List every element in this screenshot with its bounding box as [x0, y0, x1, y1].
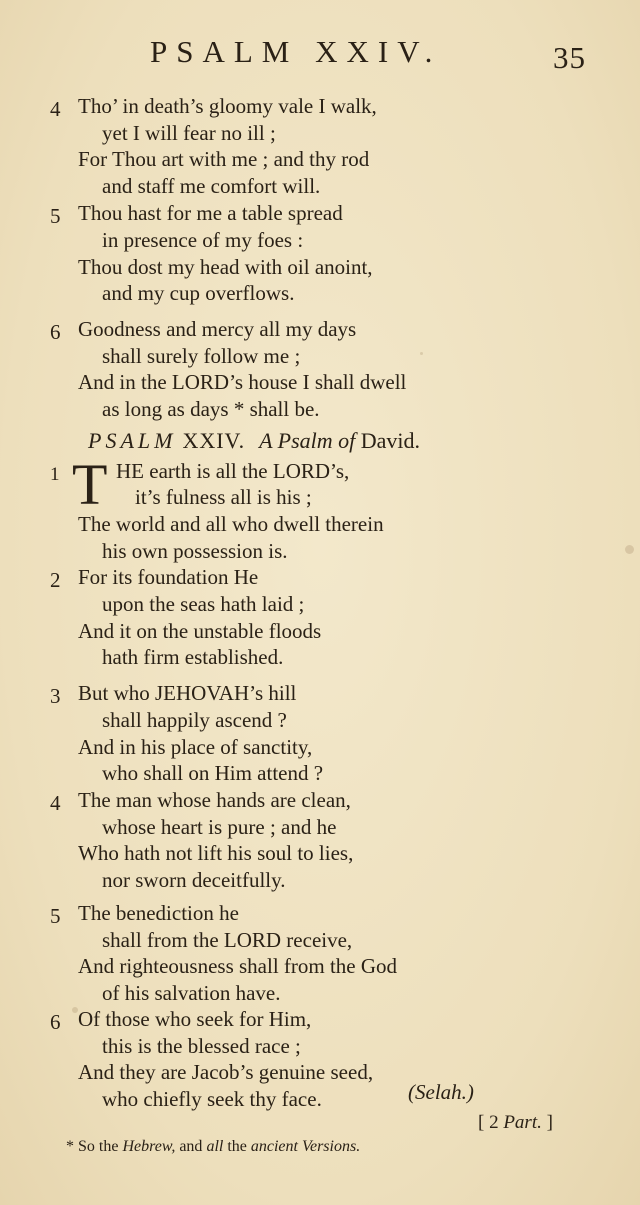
verse-line: But who JEHOVAH’s hill	[78, 681, 297, 705]
footnote	[66, 1138, 360, 1156]
verse-number: 1	[50, 464, 60, 485]
verse-line: of his salvation have.	[102, 981, 281, 1005]
verse-line: Tho’ in death’s gloomy vale I walk,	[78, 94, 377, 118]
verse-line: it’s fulness all is his ;	[135, 485, 312, 509]
verse-line: The benediction he	[78, 901, 239, 925]
running-title: PSALM XXIV.	[150, 34, 442, 69]
paper-stain	[420, 352, 423, 355]
drop-cap: T	[72, 452, 108, 517]
verse-line: And righteousness shall from the God	[78, 954, 398, 978]
verse-line: Thou dost my head with oil anoint,	[78, 255, 373, 279]
verse-line: For Thou art with me ; and thy rod	[78, 147, 370, 171]
verse-line: And in his place of sanctity,	[78, 735, 313, 759]
verse-line: who shall on Him attend ?	[102, 761, 324, 785]
verse-line: as long as days * shall be.	[102, 397, 320, 421]
verse-line: shall surely follow me ;	[102, 344, 301, 368]
catchword-text: Part.	[503, 1112, 542, 1133]
verse-line: And they are Jacob’s genuine seed,	[78, 1060, 374, 1084]
catchword-open-bracket: [	[478, 1112, 485, 1133]
verse-number: 6	[50, 1010, 61, 1034]
verse-line: whose heart is pure ; and he	[102, 815, 337, 839]
verse-line: Who hath not lift his soul to lies,	[78, 841, 354, 865]
verse-line: The world and all who dwell therein	[78, 512, 384, 536]
catchword-close-bracket: ]	[546, 1112, 553, 1133]
verse-line: Goodness and mercy all my days	[78, 317, 357, 341]
verse-number: 6	[50, 320, 61, 344]
verse-line: Of those who seek for Him,	[78, 1007, 312, 1031]
psalm-heading	[88, 428, 420, 454]
paper-stain	[625, 545, 634, 554]
verse-line: Thou hast for me a table spread	[78, 201, 343, 225]
verse-line: shall from the LORD receive,	[102, 928, 353, 952]
verse-number: 4	[50, 791, 61, 815]
verse-line: And in the LORD’s house I shall dwell	[78, 370, 407, 394]
paper-stain	[72, 1007, 78, 1013]
catchword	[478, 1112, 553, 1134]
footnote-text: and	[179, 1138, 203, 1155]
footnote-text: the	[227, 1138, 247, 1155]
verse-number: 3	[50, 684, 61, 708]
verse-line: who chiefly seek thy face.	[102, 1087, 322, 1111]
verse-line: The man whose hands are clean,	[78, 788, 351, 812]
verse-line: And it on the unstable floods	[78, 619, 322, 643]
verse-line: shall happily ascend ?	[102, 708, 287, 732]
verse-number: 5	[50, 904, 61, 928]
footnote-text: So the	[78, 1138, 119, 1155]
verse-number: 5	[50, 204, 61, 228]
verse-number: 4	[50, 97, 61, 121]
footnote-text: all	[206, 1138, 224, 1155]
psalm-subtitle: A Psalm of	[259, 428, 356, 453]
verse-line: For its foundation He	[78, 565, 259, 589]
verse-line: upon the seas hath laid ;	[102, 592, 305, 616]
footnote-text: Hebrew,	[122, 1138, 176, 1155]
footnote-mark: *	[66, 1138, 74, 1155]
selah-mark: (Selah.)	[408, 1080, 474, 1104]
verse-line: nor sworn deceitfully.	[102, 868, 286, 892]
footnote-text: ancient Versions.	[250, 1138, 361, 1155]
verse-line: his own possession is.	[102, 539, 288, 563]
verse-line: in presence of my foes :	[102, 228, 304, 252]
verse-line: HE earth is all the LORD’s,	[116, 459, 350, 483]
verse-line: this is the blessed race ;	[102, 1034, 301, 1058]
catchword-number: 2	[489, 1112, 499, 1133]
verse-line: and my cup overflows.	[102, 281, 295, 305]
page-number: 35	[553, 40, 586, 75]
psalm-author: David.	[360, 428, 421, 453]
verse-line: and staff me comfort will.	[102, 174, 321, 198]
verse-number: 2	[50, 568, 61, 592]
psalm-heading-word: PSALM	[88, 428, 177, 453]
psalm-heading-number: XXIV.	[182, 428, 246, 453]
page-header	[0, 30, 640, 80]
verse-line: yet I will fear no ill ;	[102, 121, 276, 145]
verse-line: hath firm established.	[102, 645, 284, 669]
